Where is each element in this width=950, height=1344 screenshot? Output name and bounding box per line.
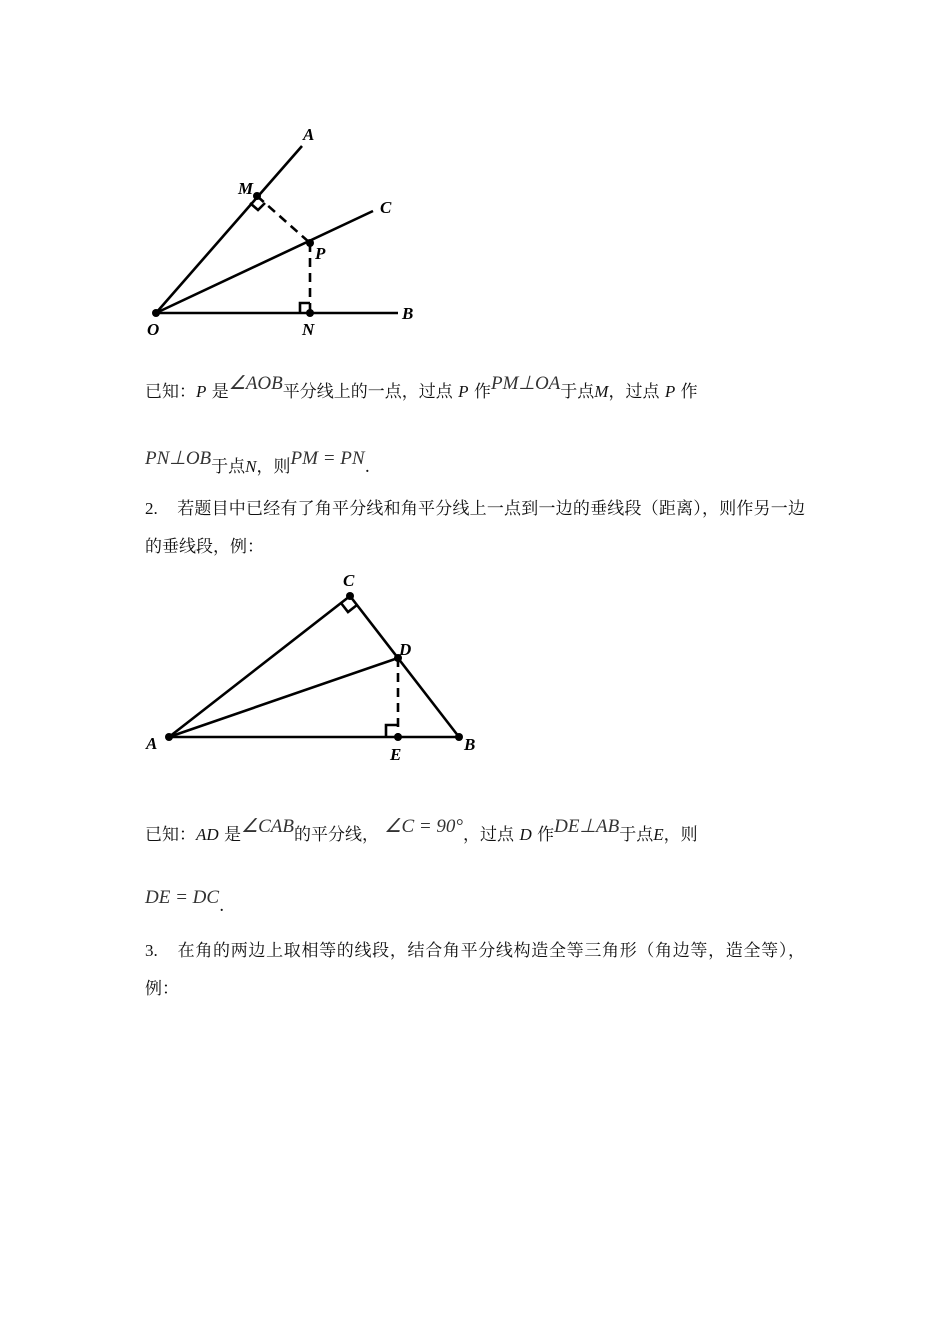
text1-line2: PN⊥OB于点N，则PM = PN.	[145, 448, 370, 477]
bisector-AD	[169, 658, 398, 737]
text2-line1: 已知：AD 是∠CAB的平分线， ∠C = 90°，过点 D 作DE⊥AB于点E，则	[145, 816, 698, 845]
label-N: N	[302, 320, 315, 339]
label-E: E	[390, 745, 402, 764]
right-angle-mark-C	[341, 603, 357, 612]
label-A: A	[146, 734, 158, 753]
label-B: B	[464, 735, 476, 754]
side-CB	[350, 596, 459, 737]
text1-line1: 已知：P 是∠AOB平分线上的一点，过点 P 作PM⊥OA于点M，过点 P 作	[145, 373, 698, 402]
item-2: 2. 若题目中已经有了角平分线和角平分线上一点到一边的垂线段（距离），则作另一边的垂线段，例：	[145, 499, 805, 557]
point-B	[455, 733, 463, 741]
point-A	[165, 733, 173, 741]
side-AC	[169, 596, 350, 737]
label-B: B	[402, 304, 414, 323]
label-O: O	[147, 320, 160, 339]
point-C	[346, 592, 354, 600]
label-C: C	[343, 571, 355, 590]
point-E	[394, 733, 402, 741]
label-D: D	[399, 640, 412, 659]
label-P: P	[315, 244, 326, 263]
label-A: A	[303, 125, 315, 144]
label-M: M	[238, 179, 254, 198]
item-3: 3. 在角的两边上取相等的线段，结合角平分线构造全等三角形（角边等，造全等），例：	[145, 941, 805, 999]
label-C: C	[380, 198, 392, 217]
text2-line2: DE = DC.	[145, 887, 225, 916]
